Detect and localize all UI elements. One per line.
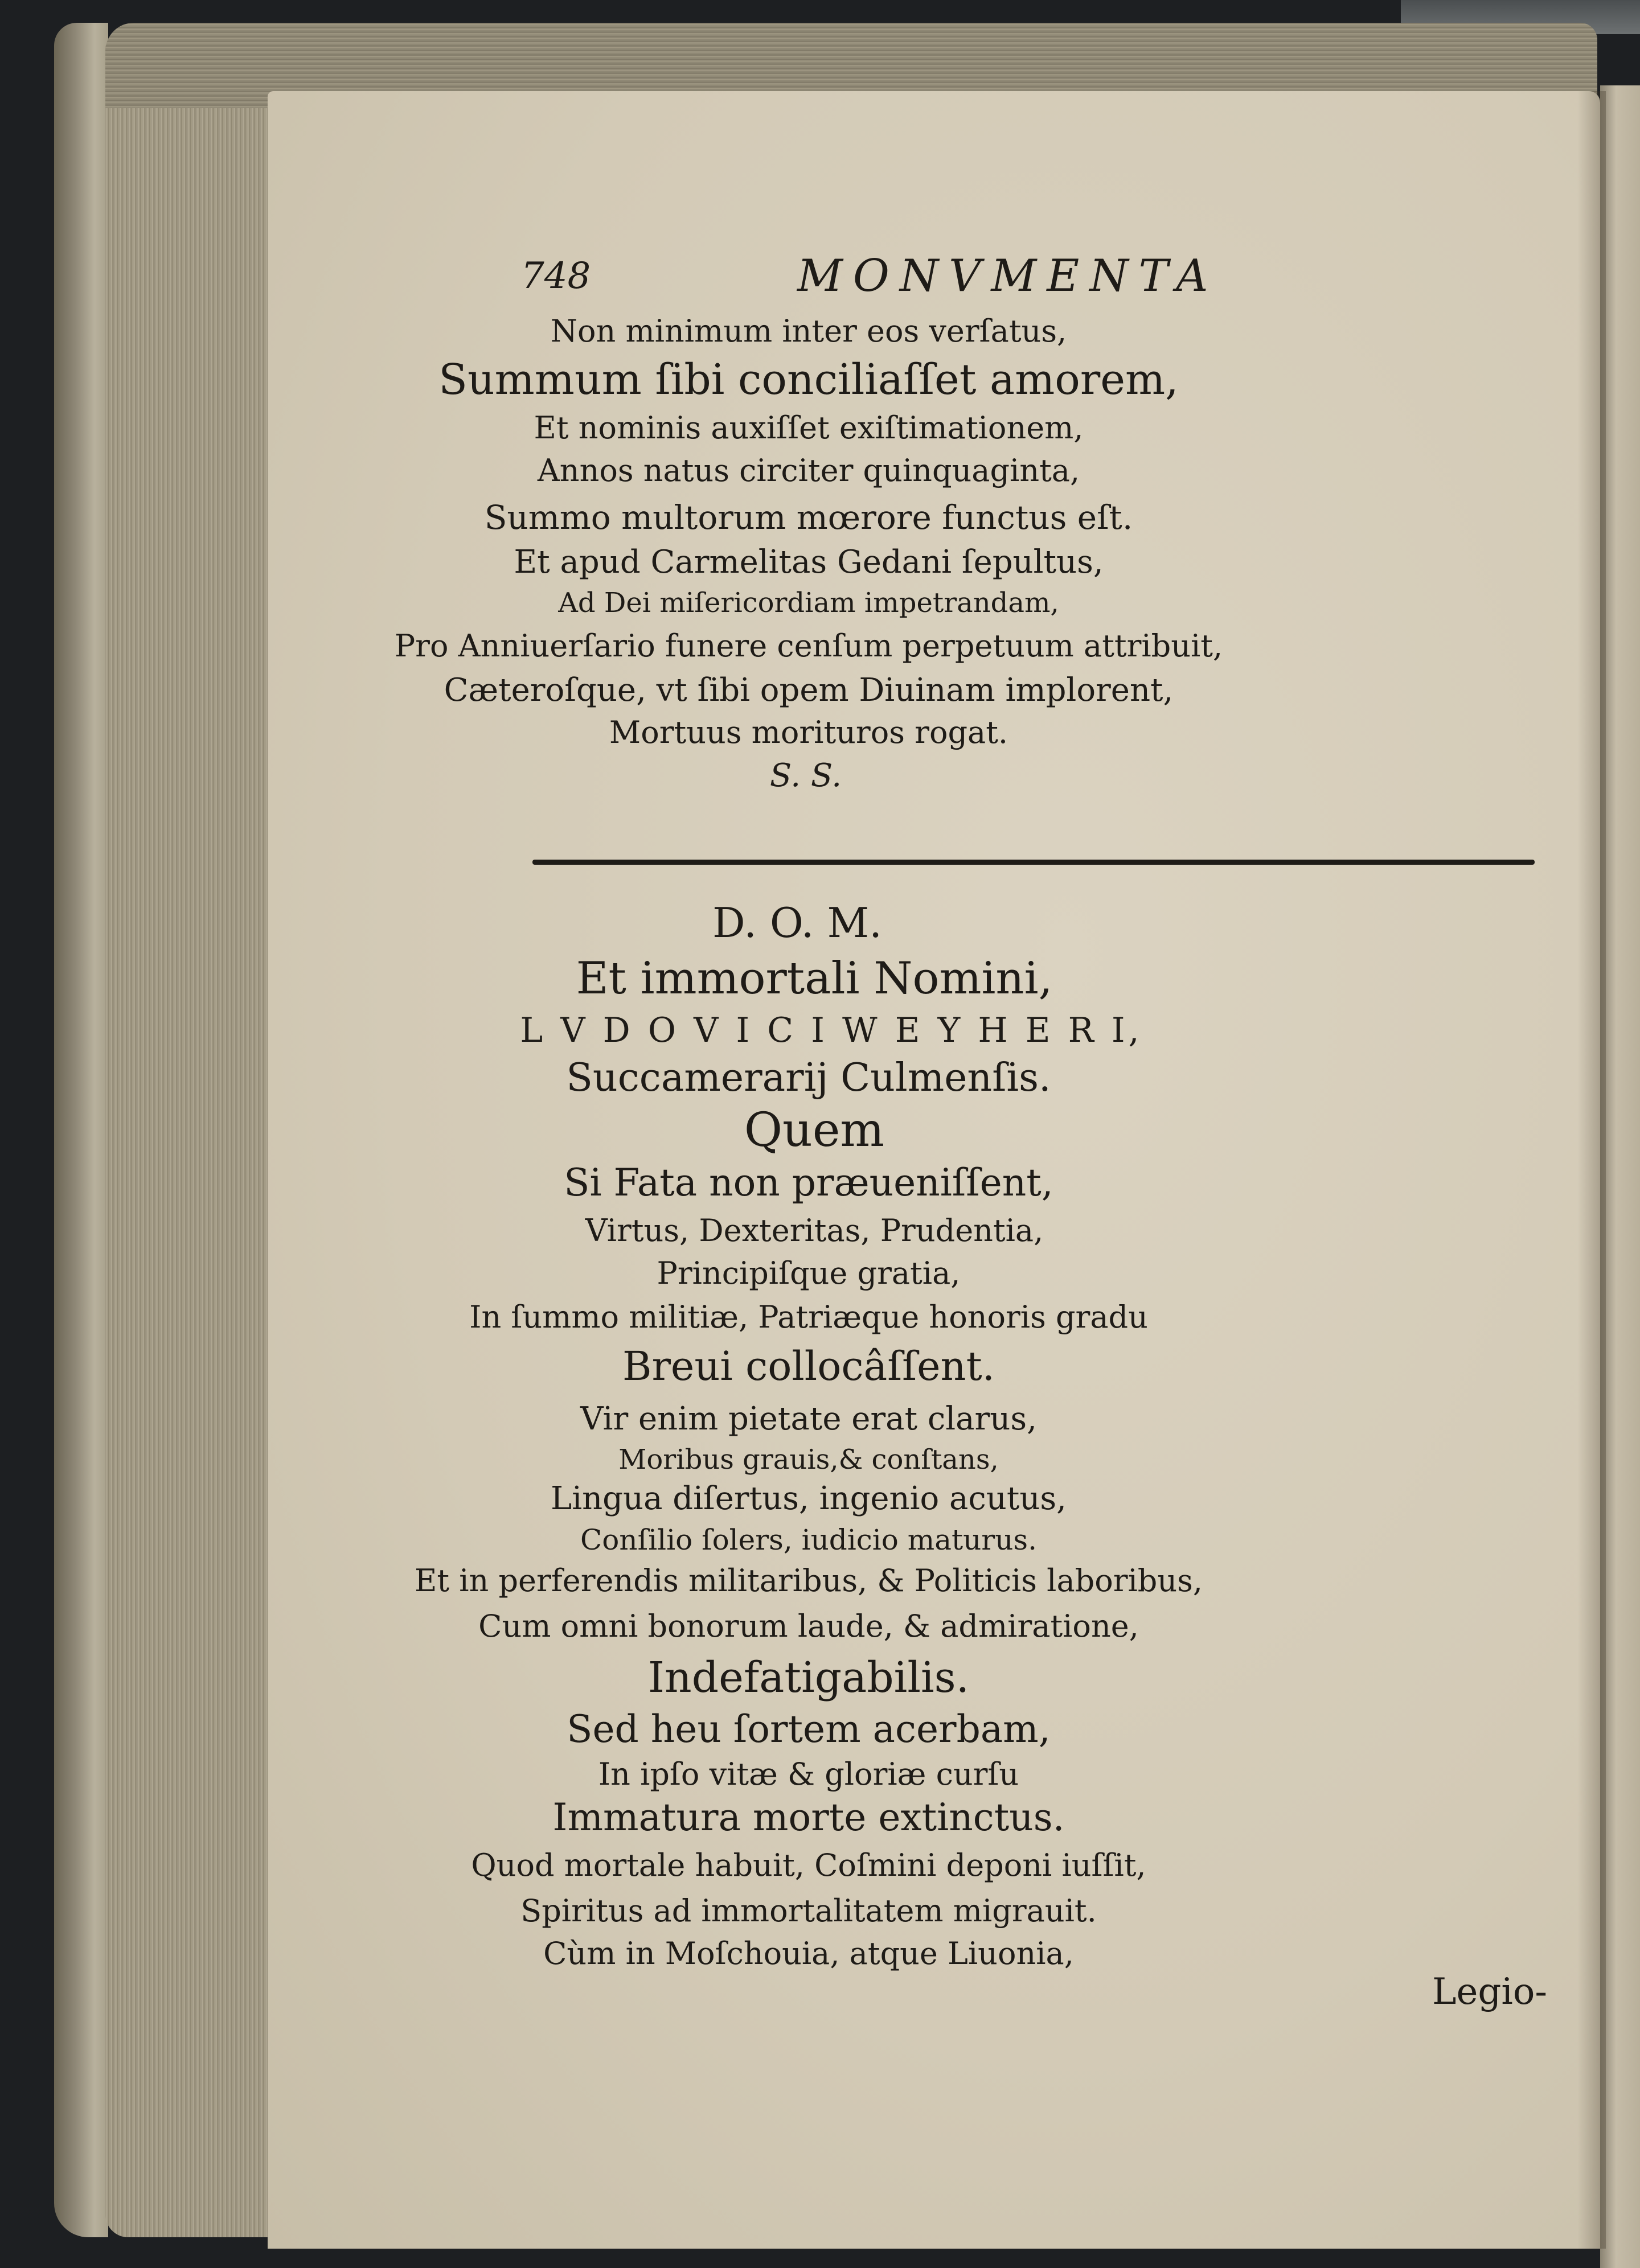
epitaph-two-line: Lingua diſertus, ingenio acutus,: [551, 1480, 1067, 1517]
epitaph-one-line: Mortuus morituros rogat.: [609, 714, 1008, 750]
epitaph-one-line: Et nominis auxiſſet exiſtimationem,: [534, 410, 1084, 446]
running-head: MONVMENTA: [797, 250, 1219, 302]
epitaph-two-line: Et immortali Nomini,: [576, 953, 1053, 1004]
epitaph-two-line: Spiritus ad immortalitatem migrauit.: [520, 1893, 1097, 1929]
page-number: 748: [521, 255, 591, 297]
epitaph-one-line: Et apud Carmelitas Gedani ſepultus,: [514, 544, 1104, 581]
epitaph-two-line: Conſilio ſolers, iudicio maturus.: [580, 1523, 1037, 1556]
dedication-heading: D. O. M.: [712, 899, 883, 947]
epitaph-two-line: Moribus grauis,& conſtans,: [618, 1444, 999, 1476]
epitaph-one-line: Non minimum inter eos verſatus,: [550, 313, 1067, 349]
epitaph-two-line: Virtus, Dexteritas, Prudentia,: [585, 1213, 1044, 1248]
epitaph-two-line: Vir enim pietate erat clarus,: [580, 1400, 1037, 1437]
epitaph-one-line: Ad Dei miſericordiam impetrandam,: [558, 587, 1059, 619]
epitaph-two-line: Indefatigabilis.: [647, 1653, 970, 1702]
epitaph-two-line: Cùm in Moſchouia, atque Liuonia,: [543, 1936, 1074, 1971]
epitaph-one-line: Annos natus circiter quinquaginta,: [537, 453, 1080, 488]
epitaph-two-line: Principiſque gratia,: [657, 1255, 961, 1291]
epitaph-two-line: Quem: [744, 1103, 885, 1157]
epitaph-two-line: Immatura morte extinctus.: [552, 1796, 1065, 1839]
section-divider-rule: [532, 860, 1535, 865]
epitaph-one-line: Pro Anniuerſario funere cenſum perpetuum attribuit,: [394, 628, 1223, 664]
epitaph-two-line: Succamerarij Culmenſis.: [566, 1055, 1051, 1100]
catchword: Legio-: [1432, 1971, 1547, 2013]
epitaph-one-line: Summo multorum mœrore functus eſt.: [484, 498, 1133, 537]
honoree-name: L V D O V I C I W E Y H E R I,: [520, 1010, 1143, 1050]
epitaph-two-line: Cum omni bonorum laude, & admiratione,: [478, 1608, 1139, 1644]
epitaph-one-signature: S. S.: [769, 757, 842, 794]
epitaph-one-line: Cæteroſque, vt ſibi opem Diuinam implorent,: [444, 672, 1174, 709]
epitaph-two-line: In ipſo vitæ & gloriæ curſu: [598, 1756, 1019, 1792]
epitaph-two-line: Et in perferendis militaribus, & Politicis laboribus,: [414, 1563, 1203, 1599]
epitaph-two-line: Breui collocâſſent.: [622, 1343, 995, 1390]
epitaph-two-line: In ſummo militiæ, Patriæque honoris gradu: [469, 1299, 1148, 1335]
epitaph-two-line: Si Fata non præueniſſent,: [564, 1161, 1053, 1205]
epitaph-one-line: Summum ſibi conciliaſſet amorem,: [438, 355, 1179, 404]
epitaph-two-line: Sed heu ſortem acerbam,: [567, 1707, 1051, 1751]
epitaph-two-line: Quod mortale habuit, Coſmini deponi iuſſit,: [471, 1847, 1146, 1883]
